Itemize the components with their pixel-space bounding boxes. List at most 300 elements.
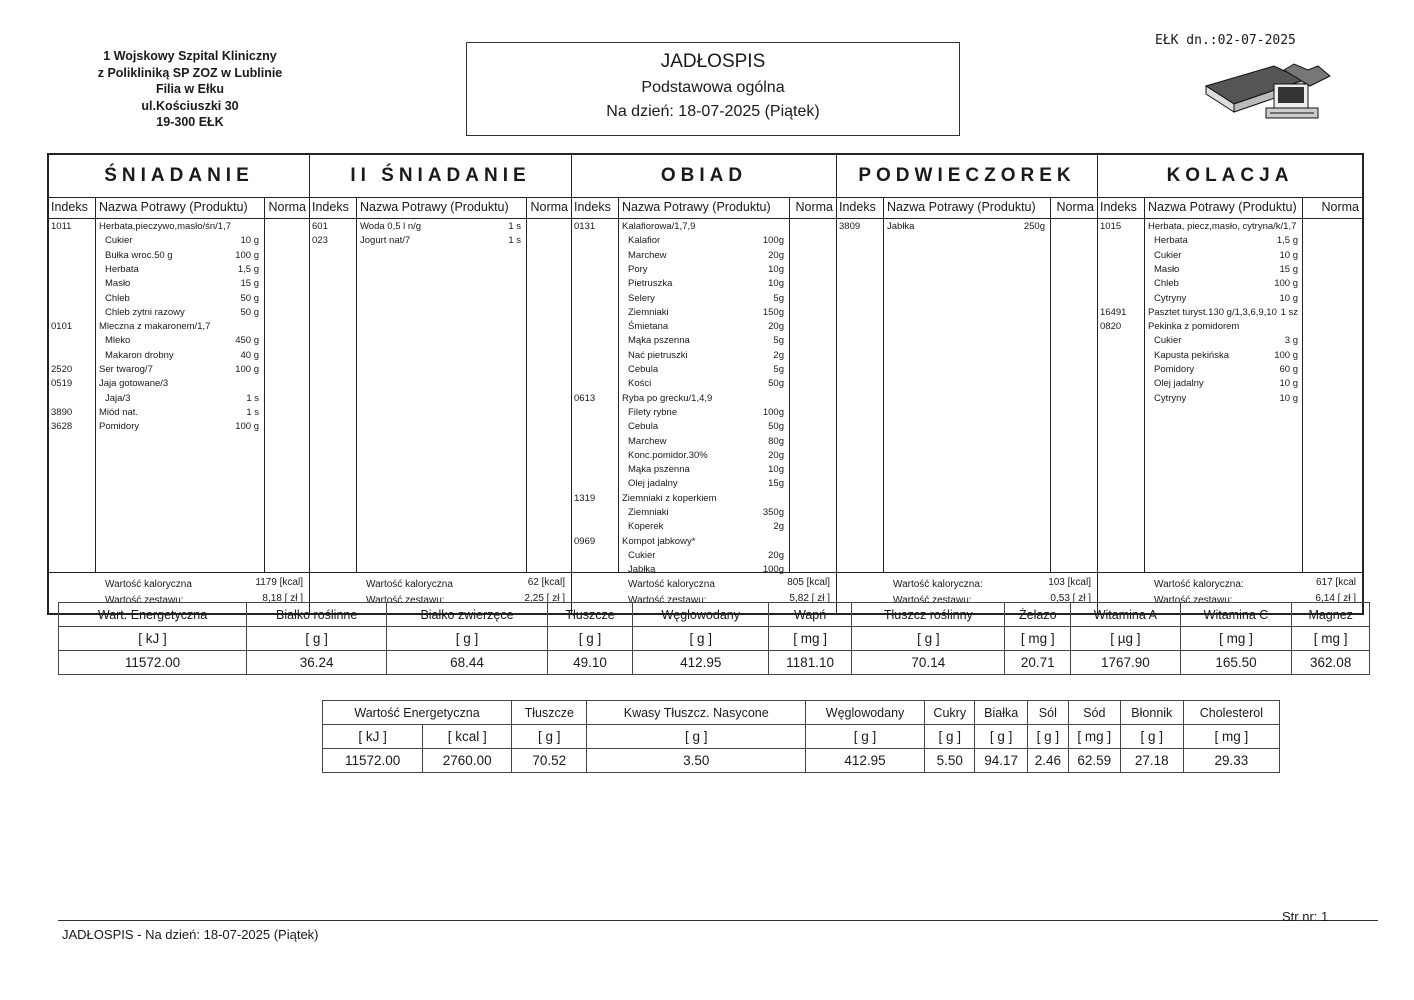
row-product-name: Makaron drobny <box>105 349 174 361</box>
issue-date: EŁK dn.:02-07-2025 <box>1155 33 1296 48</box>
nutrient-unit: [ mg ] <box>1005 627 1071 651</box>
nutrient-name: Tłuszcze <box>512 701 587 725</box>
menu-row <box>572 350 836 363</box>
name-header: Nazwa Potrawy (Produktu) <box>1148 200 1297 214</box>
menu-row <box>572 407 836 420</box>
nutrient-unit: [ g ] <box>387 627 547 651</box>
nutrition-unit-row <box>59 627 1370 651</box>
menu-row <box>572 221 836 234</box>
row-product-name: Cukier <box>1154 249 1182 261</box>
meal-title: ŚNIADANIE <box>104 165 254 186</box>
row-norm: 10 g <box>1279 392 1298 404</box>
row-product-name: Chleb <box>1154 278 1179 290</box>
row-norm: 15g <box>768 478 784 490</box>
row-product-name: Marchew <box>628 249 667 261</box>
row-product-name: Masło <box>105 278 131 290</box>
row-norm: 50g <box>768 421 784 433</box>
cost-value: 8,18 [ zł ] <box>262 593 303 604</box>
nutrient-unit: [ mg ] <box>768 627 851 651</box>
menu-row <box>572 450 836 463</box>
menu-row <box>1098 393 1362 406</box>
menu-row <box>49 421 309 434</box>
row-product-name: Cukier <box>628 549 656 561</box>
menu-row <box>1098 364 1362 377</box>
menu-row <box>49 307 309 320</box>
row-norm: 10 g <box>240 235 259 247</box>
column-header-row <box>49 197 309 219</box>
nutrient-name: Węglowodany <box>806 701 925 725</box>
nutrient-unit: [ g ] <box>1120 725 1183 749</box>
norm-header: Norma <box>795 200 833 214</box>
meal-column <box>572 155 837 613</box>
row-index: 3890 <box>51 406 73 418</box>
row-product-name: Koperek <box>628 521 664 533</box>
row-product-name: Pory <box>628 263 648 275</box>
row-product-name: Pomidory <box>1154 364 1195 375</box>
row-norm: 1,5 g <box>1276 235 1298 247</box>
row-norm: 60 g <box>1279 364 1298 375</box>
menu-row <box>49 393 309 406</box>
nutrient-unit: [ mg ] <box>1292 627 1370 651</box>
menu-row <box>49 278 309 291</box>
title-box <box>466 42 960 136</box>
calories-value: 617 [kcal <box>1315 577 1356 588</box>
nutrient-unit: [ kcal ] <box>423 725 512 749</box>
menu-row <box>310 221 571 234</box>
row-product-name: Jogurt nat/7 <box>360 235 411 247</box>
menu-row <box>49 350 309 363</box>
nutrient-unit: [ kJ ] <box>59 627 247 651</box>
row-norm: 50 g <box>240 306 259 318</box>
menu-row <box>572 264 836 277</box>
norm-header: Norma <box>1321 200 1359 214</box>
menu-row <box>572 293 836 306</box>
row-norm: 20g <box>768 449 784 461</box>
menu-row <box>49 364 309 377</box>
row-product-name: Herbata <box>105 263 139 275</box>
index-header: Indeks <box>51 200 88 214</box>
row-index: 601 <box>312 221 328 232</box>
hospital-line: ul.Kościuszki 30 <box>141 98 239 113</box>
menu-row <box>1098 264 1362 277</box>
cost-value: 2,25 [ zł ] <box>524 593 565 604</box>
cost-label: Wartość zestawu: <box>628 595 707 606</box>
row-product-name: Chleb zytni razowy <box>105 306 185 318</box>
menu-row <box>572 536 836 549</box>
menu-row <box>572 507 836 520</box>
row-norm: 10g <box>768 278 784 290</box>
row-norm: 1 s <box>246 392 259 404</box>
row-norm: 100 g <box>235 364 259 375</box>
row-product-name: Pietruszka <box>628 278 673 290</box>
row-product-name: Jaja/3 <box>105 392 131 404</box>
row-product-name: Masło <box>1154 263 1180 275</box>
row-norm: 5g <box>773 335 784 347</box>
cost-label: Wartość zestawu: <box>105 595 184 606</box>
name-header: Nazwa Potrawy (Produktu) <box>360 200 509 214</box>
column-divider <box>526 197 527 573</box>
row-norm: 10g <box>768 464 784 476</box>
menu-row <box>572 307 836 320</box>
nutrient-value: 62.59 <box>1068 749 1120 773</box>
menu-row <box>572 393 836 406</box>
row-norm: 10g <box>768 263 784 275</box>
row-norm: 20g <box>768 321 784 333</box>
row-product-name: Herbata,pieczywo,masło/śn/1,7 <box>99 221 232 232</box>
row-product-name: Pomidory <box>99 421 140 433</box>
row-product-name: Olej jadalny <box>628 478 678 490</box>
row-product-name: Woda 0,5 l n/g <box>360 221 422 232</box>
row-index: 0519 <box>51 378 73 390</box>
row-norm: 40 g <box>240 349 259 361</box>
nutrient-name: Witamina C <box>1180 603 1292 627</box>
menu-row <box>572 493 836 506</box>
row-index: 0613 <box>574 392 596 404</box>
nutrient-value: 70.14 <box>852 651 1005 675</box>
nutrient-name: Tłuszcze <box>547 603 633 627</box>
menu-row <box>572 550 836 563</box>
row-norm: 20g <box>768 249 784 261</box>
menu-row <box>49 221 309 234</box>
row-product-name: Śmietana <box>628 321 669 333</box>
row-product-name: Pasztet turyst.130 g/1,3,6,9,10 <box>1148 306 1277 318</box>
menu-table <box>47 153 1364 615</box>
row-index: 023 <box>312 235 328 247</box>
row-product-name: Mleko <box>105 335 131 347</box>
row-product-name: Kości <box>628 378 652 390</box>
nutrient-unit: [ g ] <box>512 725 587 749</box>
hospital-address <box>70 48 310 131</box>
menu-row <box>49 407 309 420</box>
row-norm: 5g <box>773 292 784 304</box>
calories-label: Wartość kaloryczna: <box>1154 579 1244 590</box>
menu-date: Na dzień: 18-07-2025 (Piątek) <box>606 103 820 120</box>
row-norm: 5g <box>773 364 784 375</box>
row-product-name: Cytryny <box>1154 392 1187 404</box>
hospital-line: 1 Wojskowy Szpital Kliniczny <box>103 49 277 63</box>
nutrient-unit: [ g ] <box>806 725 925 749</box>
row-product-name: Miód nat. <box>99 406 139 418</box>
row-norm: 450 g <box>235 335 259 347</box>
nutrient-unit: [ mg ] <box>1068 725 1120 749</box>
nutrient-name: Białko zwierzęce <box>387 603 547 627</box>
nutrient-unit: [ g ] <box>852 627 1005 651</box>
nutrient-value: 2.46 <box>1027 749 1068 773</box>
menu-row <box>1098 378 1362 391</box>
nutrient-value: 27.18 <box>1120 749 1183 773</box>
nutrient-name: Żelazo <box>1005 603 1071 627</box>
row-index: 0101 <box>51 321 73 333</box>
menu-row <box>572 421 836 434</box>
row-norm: 1 s <box>508 235 521 247</box>
row-norm: 10 g <box>1279 249 1298 261</box>
nutrient-value: 29.33 <box>1183 749 1279 773</box>
index-header: Indeks <box>839 200 876 214</box>
nutrient-value: 412.95 <box>633 651 769 675</box>
nutrition-header-row <box>323 701 1280 725</box>
nutrient-name: Białko roślinne <box>247 603 387 627</box>
nutrient-name: Magnez <box>1292 603 1370 627</box>
cost-value: 6,14 [ zł ] <box>1315 593 1356 604</box>
row-norm: 100g <box>762 564 784 576</box>
nutrient-unit: [ g ] <box>1027 725 1068 749</box>
meal-title: OBIAD <box>660 165 748 186</box>
nutrient-name: Białka <box>975 701 1027 725</box>
row-index: 2520 <box>51 364 73 375</box>
row-norm: 10 g <box>1279 378 1298 390</box>
norm-header: Norma <box>268 200 306 214</box>
menu-row <box>837 221 1097 234</box>
column-divider <box>356 197 357 573</box>
nutrient-value: 68.44 <box>387 651 547 675</box>
nutrition-value-row <box>59 651 1370 675</box>
row-product-name: Ziemniaki z koperkiem <box>622 492 717 504</box>
row-norm: 250g <box>1023 221 1045 232</box>
hospital-line: Filia w Ełku <box>155 82 225 96</box>
nutrient-value: 49.10 <box>547 651 633 675</box>
row-product-name: Bułka wroc.50 g <box>105 249 173 261</box>
nutrient-name: Błonnik <box>1120 701 1183 725</box>
row-norm: 2g <box>773 349 784 361</box>
nutrient-unit: [ g ] <box>633 627 769 651</box>
row-product-name: Kalafior <box>628 235 661 247</box>
menu-row <box>1098 221 1362 234</box>
row-norm: 2g <box>773 521 784 533</box>
nutrient-name: Cukry <box>925 701 975 725</box>
menu-row <box>1098 350 1362 363</box>
meal-title: KOLACJA <box>1166 165 1294 186</box>
nutrient-value: 70.52 <box>512 749 587 773</box>
row-product-name: Jabłka <box>887 221 915 232</box>
row-norm: 100g <box>762 235 784 247</box>
nutrient-name: Węglowodany <box>633 603 769 627</box>
meal-title: II ŚNIADANIE <box>350 165 531 186</box>
row-norm: 100g <box>762 406 784 418</box>
meal-column <box>1098 155 1362 613</box>
menu-row <box>1098 278 1362 291</box>
row-product-name: Cytryny <box>1154 292 1187 304</box>
menu-row <box>49 378 309 391</box>
nutrient-value: 11572.00 <box>323 749 423 773</box>
row-product-name: Mleczna z makaronem/1,7 <box>99 321 211 333</box>
row-product-name: Chleb <box>105 292 130 304</box>
calories-value: 1179 [kcal] <box>255 577 303 588</box>
menu-row <box>572 464 836 477</box>
meal-column <box>310 155 572 613</box>
column-divider <box>1050 197 1051 573</box>
nutrient-value: 412.95 <box>806 749 925 773</box>
nutrient-value: 1767.90 <box>1071 651 1180 675</box>
nutrient-value: 5.50 <box>925 749 975 773</box>
menu-row <box>572 250 836 263</box>
nutrition-table-main <box>58 602 1370 675</box>
nutrient-value: 1181.10 <box>768 651 851 675</box>
nutrient-unit: [ g ] <box>547 627 633 651</box>
row-product-name: Marchew <box>628 435 667 447</box>
row-product-name: Kompot jabkowy* <box>622 535 696 547</box>
row-product-name: Ryba po grecku/1,4,9 <box>622 392 713 404</box>
row-product-name: Ser twarog/7 <box>99 364 153 375</box>
row-norm: 150g <box>762 306 784 318</box>
nutrient-value: 20.71 <box>1005 651 1071 675</box>
cost-value: 5,82 [ zł ] <box>789 593 830 604</box>
row-norm: 50g <box>768 378 784 390</box>
row-index: 0820 <box>1100 321 1122 333</box>
row-product-name: Ziemniaki <box>628 507 669 518</box>
nutrient-unit: [ g ] <box>975 725 1027 749</box>
row-product-name: Kapusta pekińska <box>1154 349 1229 361</box>
column-header-row <box>572 197 836 219</box>
hospital-line: z Polikliniką SP ZOZ w Lublinie <box>97 65 283 80</box>
row-product-name: Mąka pszenna <box>628 464 690 476</box>
row-norm: 100 g <box>1274 349 1298 361</box>
nutrient-unit: [ µg ] <box>1071 627 1180 651</box>
row-product-name: Jaja gotowane/3 <box>99 378 169 390</box>
row-product-name: Ziemniaki <box>628 306 669 318</box>
nutrition-header-row <box>59 603 1370 627</box>
footer-divider <box>58 920 1378 921</box>
row-product-name: Cebula <box>628 364 659 375</box>
cost-label: Wartość zestawu: <box>1154 595 1233 606</box>
nutrient-unit: [ mg ] <box>1180 627 1292 651</box>
nutrition-table-label <box>322 700 1280 773</box>
meal-title: PODWIECZOREK <box>858 165 1076 186</box>
nutrient-value: 94.17 <box>975 749 1027 773</box>
nutrient-value: 362.08 <box>1292 651 1370 675</box>
row-index: 0969 <box>574 535 596 547</box>
row-norm: 1 s <box>246 406 259 418</box>
menu-row <box>572 436 836 449</box>
name-header: Nazwa Potrawy (Produktu) <box>887 200 1036 214</box>
column-header-row <box>1098 197 1362 219</box>
nutrition-unit-row <box>323 725 1280 749</box>
row-norm: 10 g <box>1279 292 1298 304</box>
row-norm: 100 g <box>1274 278 1298 290</box>
nutrient-value: 165.50 <box>1180 651 1292 675</box>
nutrient-name: Cholesterol <box>1183 701 1279 725</box>
row-product-name: Cebula <box>628 421 659 433</box>
page-number: Str nr: 1 <box>1282 909 1329 924</box>
nutrient-name: Wartość Energetyczna <box>323 701 512 725</box>
menu-row <box>49 250 309 263</box>
row-norm: 50 g <box>240 292 259 304</box>
calories-label: Wartość kaloryczna <box>105 579 192 590</box>
menu-row <box>49 235 309 248</box>
menu-row <box>49 321 309 334</box>
nutrient-unit: [ g ] <box>247 627 387 651</box>
menu-row <box>572 335 836 348</box>
calories-label: Wartość kaloryczna <box>366 579 453 590</box>
menu-row <box>49 335 309 348</box>
book-computer-icon <box>1204 58 1332 128</box>
column-divider <box>883 197 884 573</box>
nutrient-name: Wapń <box>768 603 851 627</box>
column-header-row <box>837 197 1097 219</box>
row-product-name: Mąka pszenna <box>628 335 690 347</box>
row-product-name: Nać pietruszki <box>628 349 688 361</box>
nutrient-name: Kwasy Tłuszcz. Nasycone <box>587 701 806 725</box>
cost-label: Wartość zestawu: <box>366 595 445 606</box>
name-header: Nazwa Potrawy (Produktu) <box>622 200 771 214</box>
row-product-name: Kalafiorowa/1,7,9 <box>622 221 696 232</box>
calories-label: Wartość kaloryczna <box>628 579 715 590</box>
nutrient-name: Sód <box>1068 701 1120 725</box>
row-index: 16491 <box>1100 306 1127 318</box>
nutrient-name: Wart. Energetyczna <box>59 603 247 627</box>
nutrient-unit: [ g ] <box>925 725 975 749</box>
row-norm: 1,5 g <box>237 263 259 275</box>
nutrient-unit: [ g ] <box>587 725 806 749</box>
calories-value: 62 [kcal] <box>527 577 565 588</box>
row-product-name: Olej jadalny <box>1154 378 1204 390</box>
norm-header: Norma <box>530 200 568 214</box>
cost-label: Wartość zestawu: <box>893 595 972 606</box>
row-product-name: Herbata <box>1154 235 1188 247</box>
column-header-row <box>310 197 571 219</box>
index-header: Indeks <box>1100 200 1137 214</box>
nutrient-name: Sól <box>1027 701 1068 725</box>
menu-row <box>1098 321 1362 334</box>
menu-row <box>49 264 309 277</box>
norm-header: Norma <box>1056 200 1094 214</box>
row-index: 3628 <box>51 421 73 433</box>
row-norm: 1 sz <box>1280 306 1298 318</box>
nutrient-name: Witamina A <box>1071 603 1180 627</box>
nutrient-value: 3.50 <box>587 749 806 773</box>
menu-row <box>572 478 836 491</box>
nutrition-value-row <box>323 749 1280 773</box>
nutrient-value: 11572.00 <box>59 651 247 675</box>
row-product-name: Filety rybne <box>628 406 678 418</box>
row-norm: 100 g <box>235 249 259 261</box>
diet-name: Podstawowa ogólna <box>641 79 785 96</box>
nutrient-value: 2760.00 <box>423 749 512 773</box>
calories-label: Wartość kaloryczna: <box>893 579 983 590</box>
footer-title: JADŁOSPIS - Na dzień: 18-07-2025 (Piątek) <box>62 927 319 942</box>
hospital-line: 19-300 EŁK <box>156 115 224 129</box>
index-header: Indeks <box>312 200 349 214</box>
row-product-name: Pekinka z pomidorem <box>1148 321 1240 333</box>
row-product-name: Konc.pomidor.30% <box>628 449 708 461</box>
row-norm: 350g <box>762 507 784 518</box>
name-header: Nazwa Potrawy (Produktu) <box>99 200 248 214</box>
row-norm: 80g <box>768 435 784 447</box>
menu-row <box>572 321 836 334</box>
row-index: 1015 <box>1100 221 1122 232</box>
row-norm: 3 g <box>1284 335 1298 347</box>
meal-column <box>837 155 1098 613</box>
document-title: JADŁOSPIS <box>660 51 766 72</box>
row-index: 3809 <box>839 221 861 232</box>
menu-row <box>572 521 836 534</box>
row-product-name: Selery <box>628 292 655 304</box>
row-index: 0131 <box>574 221 596 232</box>
calories-value: 805 [kcal] <box>787 577 830 588</box>
calories-value: 103 [kcal] <box>1048 577 1091 588</box>
row-product-name: Cukier <box>105 235 133 247</box>
nutrient-name: Tłuszcz roślinny <box>852 603 1005 627</box>
row-index: 1011 <box>51 221 72 232</box>
menu-row <box>1098 307 1362 320</box>
menu-row <box>1098 250 1362 263</box>
row-product-name: Jabłka <box>628 564 656 576</box>
nutrient-unit: [ kJ ] <box>323 725 423 749</box>
menu-row <box>1098 235 1362 248</box>
menu-row <box>1098 335 1362 348</box>
menu-row <box>572 378 836 391</box>
nutrient-unit: [ mg ] <box>1183 725 1279 749</box>
menu-row <box>572 235 836 248</box>
